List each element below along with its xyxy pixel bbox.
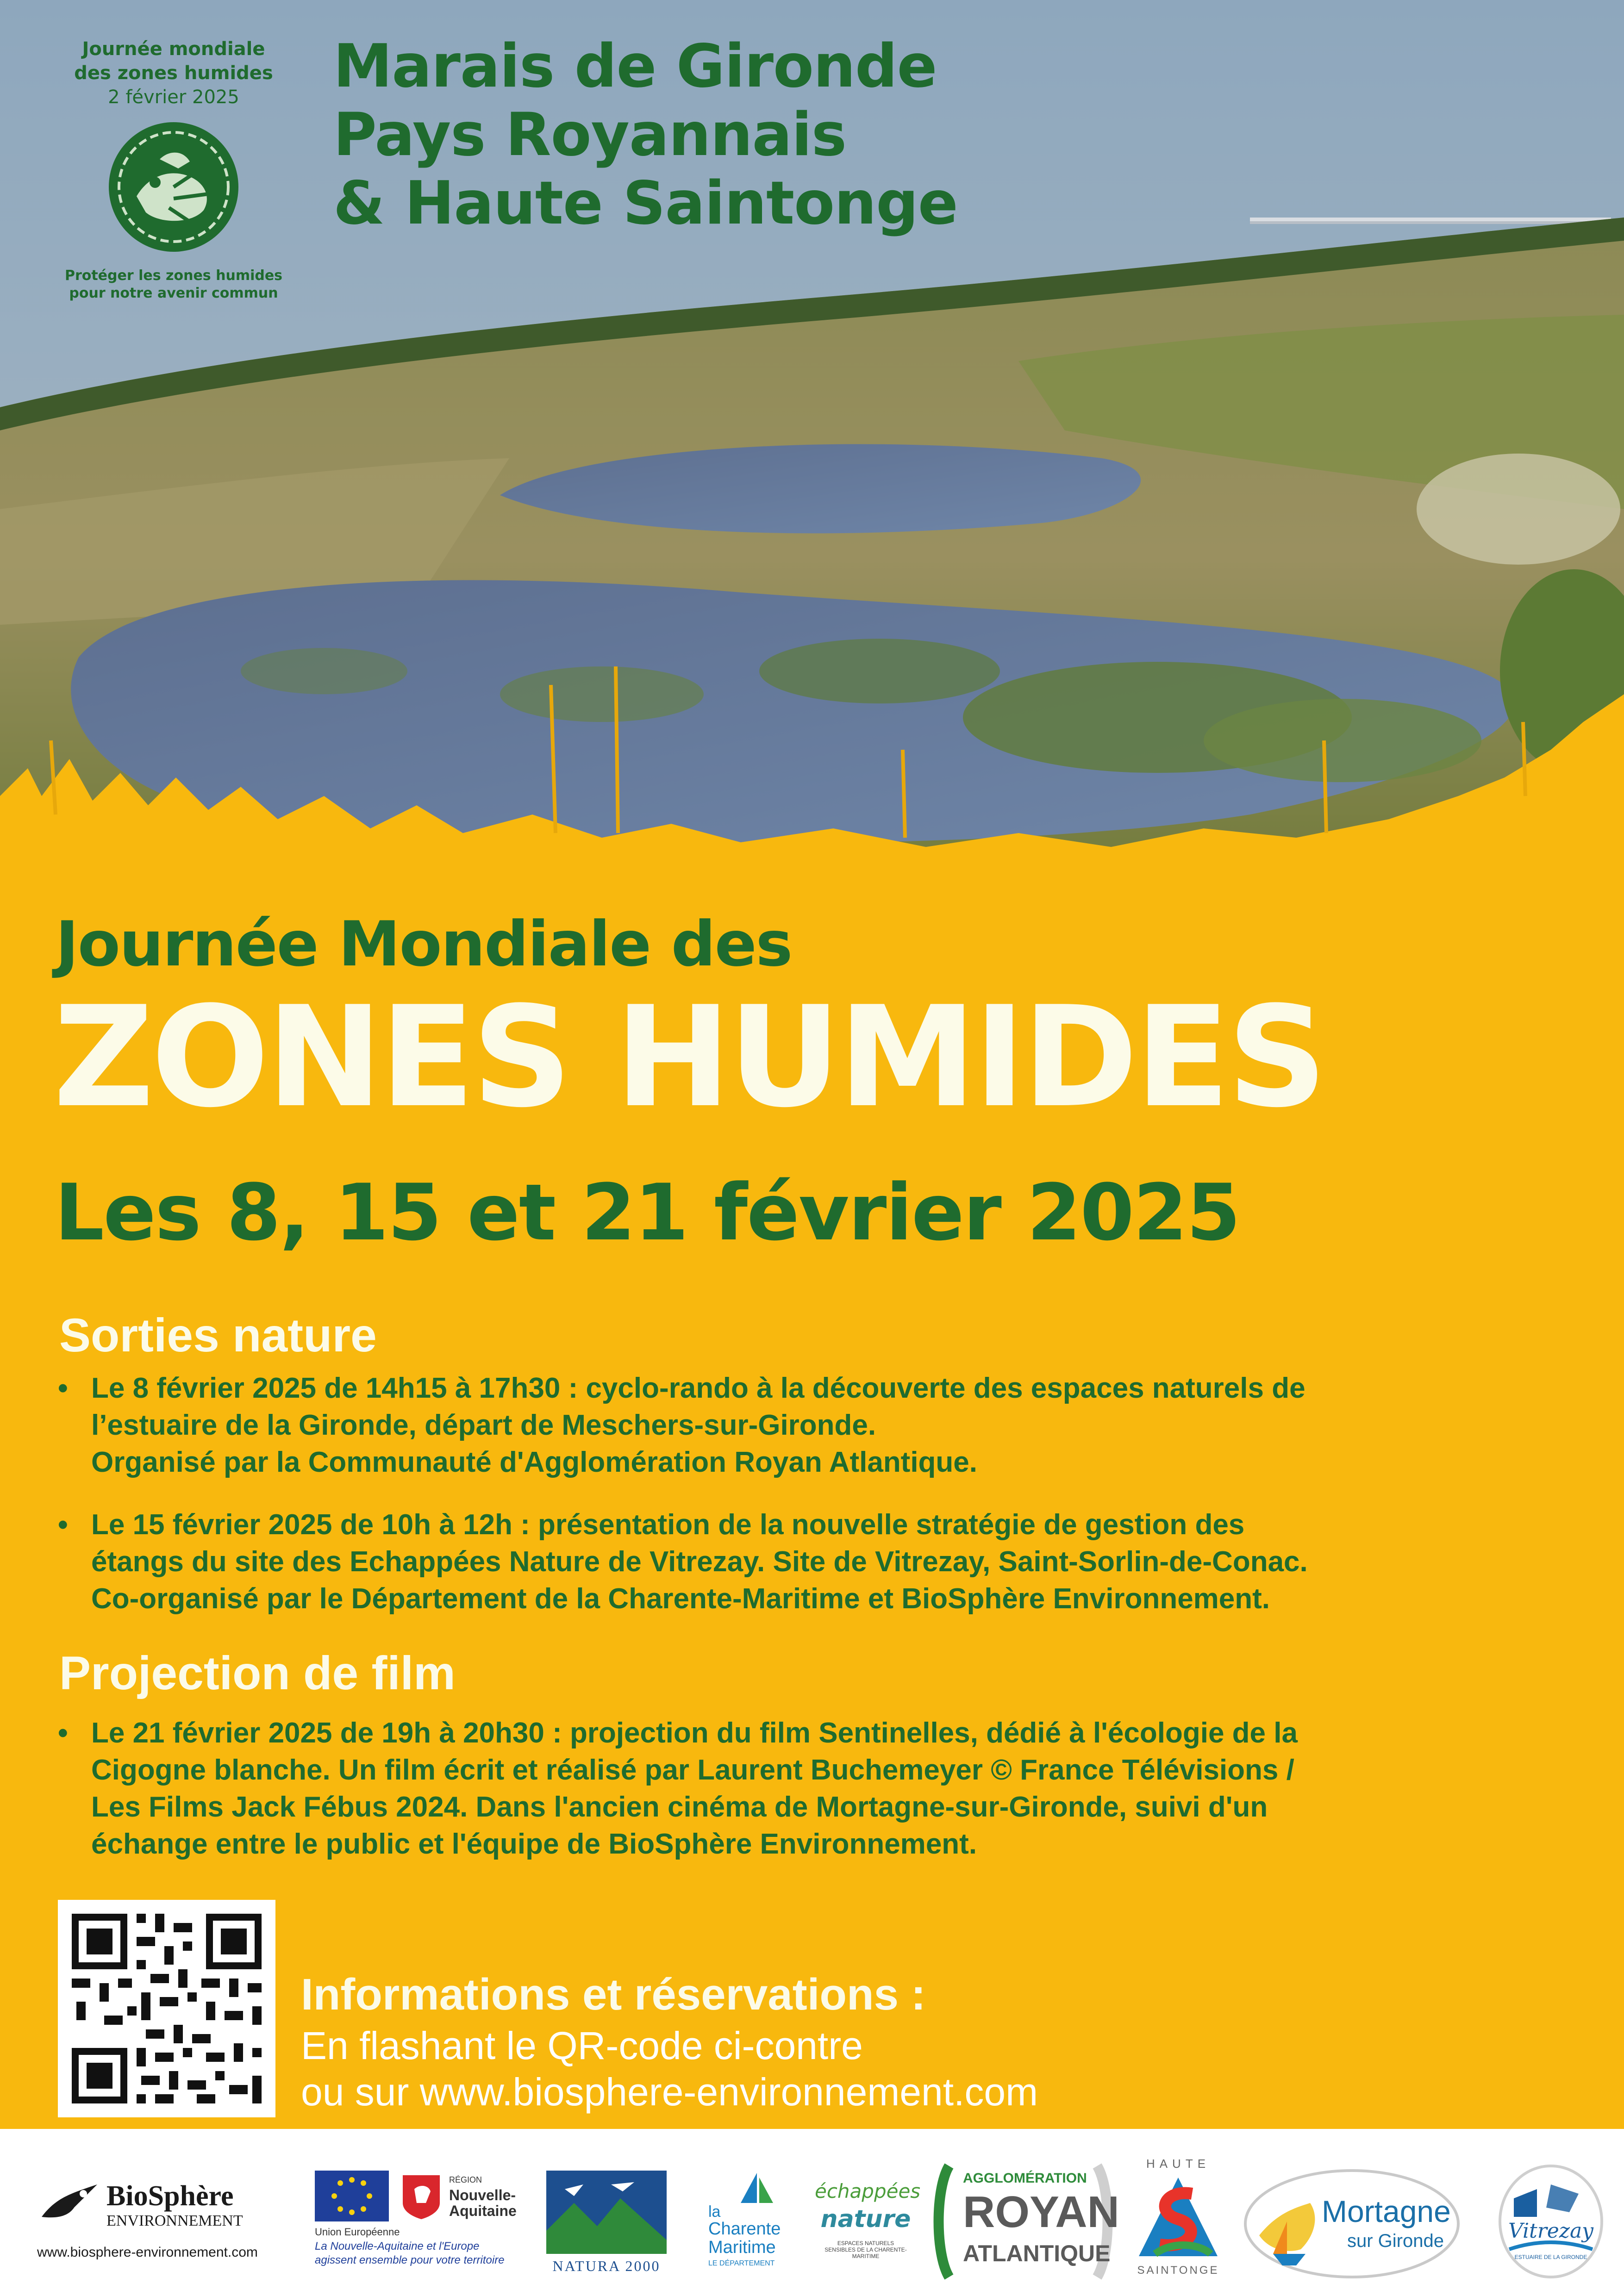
location-line-2: Pays Royannais (333, 100, 846, 169)
wetland-animals-circle-icon (104, 118, 243, 256)
event-line: l’estuaire de la Gironde, départ de Meschers-sur-Gironde. (91, 1409, 876, 1441)
biosphere-logo (37, 2171, 296, 2277)
location-line-3: & Haute Saintonge (333, 169, 958, 238)
royan-line-1: AGGLOMÉRATION (963, 2171, 1087, 2186)
charente-name: Charente (708, 2219, 781, 2239)
region-name: Nouvelle-Aquitaine (449, 2187, 517, 2219)
saintonge-bottom: SAINTONGE (1137, 2264, 1219, 2277)
vitrezay-logo (1495, 2161, 1606, 2282)
section-title-projection-de-film: Projection de film (59, 1647, 456, 1699)
vitrezay-name: Vitrezay (1508, 2219, 1594, 2243)
qr-code[interactable] (58, 1900, 275, 2117)
charente-maritime: Maritime (708, 2238, 776, 2257)
natura-2000-logo (546, 2171, 667, 2277)
natura-2000-icon (546, 2171, 667, 2254)
badge-line-2: des zones humides (74, 62, 273, 84)
badge-date: 2 février 2025 (108, 87, 239, 108)
badge-tagline-1: Protéger les zones humides (64, 268, 283, 284)
event-line: Co-organisé par le Département de la Charente-Maritime et BioSphère Environnement. (91, 1583, 1270, 1615)
eu-flag-icon (315, 2171, 389, 2221)
echappees-sub: ESPACES NATURELS SENSIBLES DE LA CHARENTE-MARITIME (824, 2240, 907, 2259)
event-line: échange entre le public et l'équipe de BioSphère Environnement. (91, 1828, 977, 1860)
headline-dates: Les 8, 15 et 21 février 2025 (55, 1167, 1240, 1258)
info-website-link[interactable]: ou sur www.biosphere-environnement.com (301, 2070, 1038, 2114)
event-line: Le 8 février 2025 de 14h15 à 17h30 : cyclo-rando à la découverte des espaces naturels de (91, 1372, 1305, 1404)
mortagne-line-2: sur Gironde (1347, 2231, 1444, 2251)
bullet: • (58, 1509, 68, 1541)
eu-label: Union Européenne (315, 2226, 400, 2238)
biosphere-name: BioSphère (106, 2180, 234, 2212)
echappees-nature-logo (815, 2171, 921, 2277)
mortagne-logo (1241, 2166, 1463, 2282)
bullet: • (58, 1717, 68, 1749)
charente-la: la (708, 2203, 721, 2221)
region-small: RÉGION (449, 2175, 482, 2184)
world-wetlands-day-badge (44, 37, 303, 302)
sailboat-icon (736, 2171, 778, 2212)
bullet: • (58, 1372, 68, 1404)
event-line: Les Films Jack Fébus 2024. Dans l'ancien cinéma de Mortagne-sur-Gironde, suivi d'un (91, 1791, 1268, 1823)
event-item (58, 1506, 1576, 1618)
event-line: Cigogne blanche. Un film écrit et réalisé par Laurent Buchemeyer © France Télévisions / (91, 1754, 1294, 1786)
charente-dept: LE DÉPARTEMENT (708, 2259, 775, 2267)
badge-line-1: Journée mondiale (82, 38, 265, 60)
saintonge-top: HAUTE (1146, 2157, 1211, 2171)
saintonge-s-icon (1137, 2175, 1220, 2259)
natura-label: NATURA 2000 (552, 2258, 661, 2274)
haute-saintonge-logo (1125, 2157, 1231, 2286)
royan-line-2: ROYAN (963, 2187, 1119, 2237)
region-lion-icon (398, 2171, 444, 2221)
event-item (58, 1715, 1576, 1863)
eu-region-logo (315, 2171, 532, 2277)
headline-journee: Journée Mondiale des (56, 908, 792, 980)
badge-tagline-2: pour notre avenir commun (69, 285, 278, 301)
biosphere-url: www.biosphere-environnement.com (37, 2245, 258, 2260)
location-title (333, 32, 958, 238)
vitrezay-sub: ESTUAIRE DE LA GIRONDE (1514, 2254, 1587, 2260)
royan-atlantique-logo (931, 2161, 1119, 2282)
event-line: Le 21 février 2025 de 19h à 20h30 : projection du film Sentinelles, dédié à l'écologie de la (91, 1717, 1298, 1749)
echappees-line-2: nature (820, 2205, 911, 2233)
eu-motto-1: La Nouvelle-Aquitaine et l'Europe (315, 2240, 480, 2252)
biosphere-sub: ENVIRONNEMENT (106, 2212, 243, 2229)
event-line: Le 15 février 2025 de 10h à 12h : présentation de la nouvelle stratégie de gestion des (91, 1509, 1245, 1541)
info-title: Informations et réservations : (301, 1970, 926, 2019)
location-line-1: Marais de Gironde (333, 32, 937, 101)
echappees-line-1: échappées (815, 2180, 921, 2203)
royan-line-3: ATLANTIQUE (963, 2240, 1111, 2266)
info-line-1: En flashant le QR-code ci-contre (301, 2024, 863, 2067)
event-line: étangs du site des Echappées Nature de Vitrezay. Site de Vitrezay, Saint-Sorlin-de-Conac. (91, 1546, 1308, 1578)
section-title-sorties-nature: Sorties nature (59, 1309, 377, 1362)
mortagne-line-1: Mortagne (1322, 2194, 1451, 2228)
eu-motto-2: agissent ensemble pour votre territoire (315, 2254, 505, 2266)
qr-code-icon (58, 1900, 275, 2117)
event-line: Organisé par la Communauté d'Agglomération Royan Atlantique. (91, 1446, 978, 1478)
headline-zones-humides: ZONES HUMIDES (53, 977, 1324, 1138)
event-item (58, 1370, 1576, 1481)
charente-maritime-logo (708, 2171, 810, 2277)
bird-icon (37, 2180, 102, 2235)
